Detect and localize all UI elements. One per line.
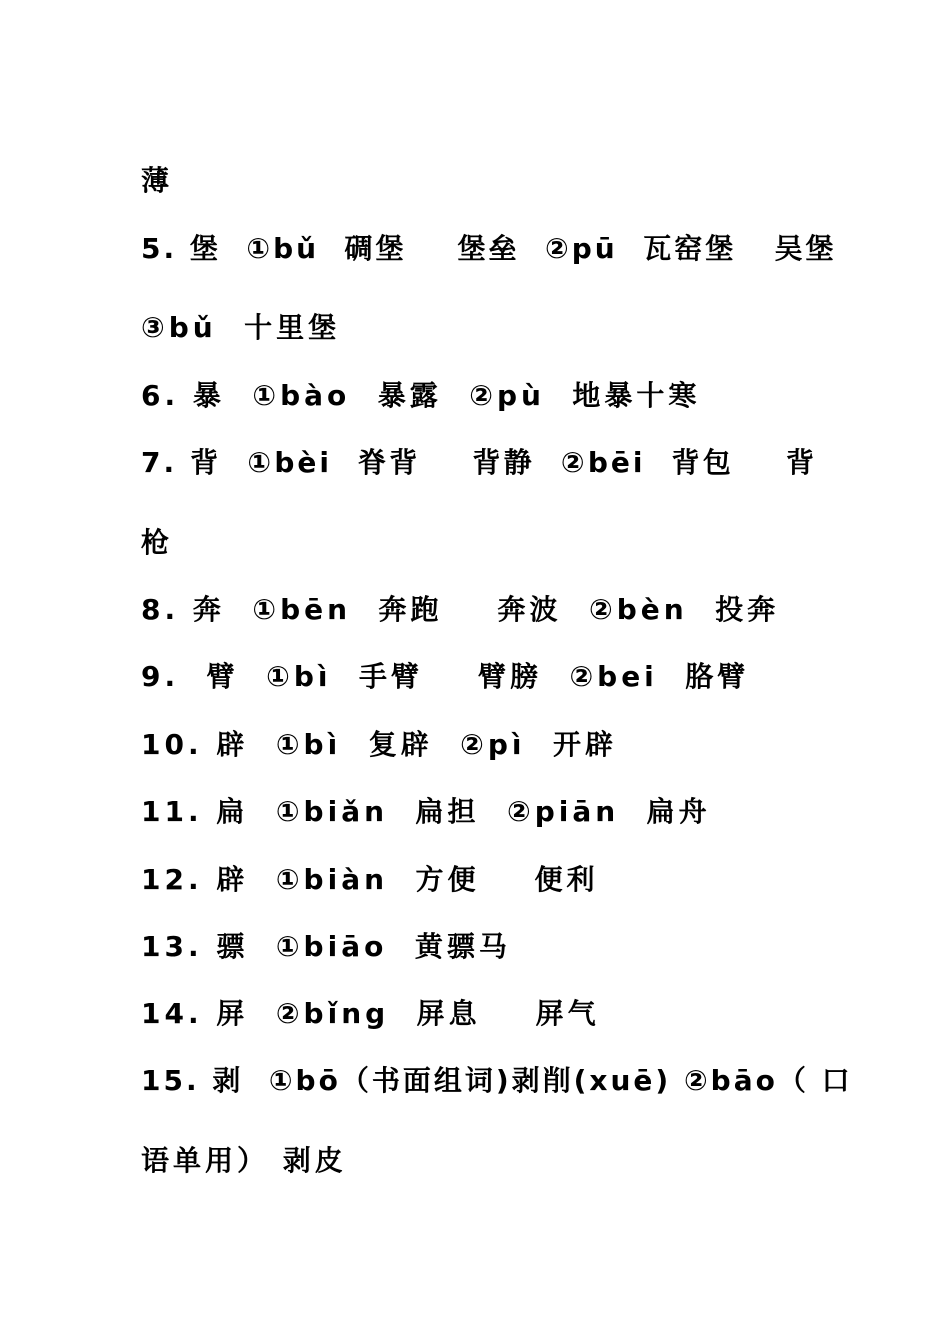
text-line-4: 6. 暴 ①bào 暴露 ②pù 地暴十寒 xyxy=(141,379,701,412)
text-line-3: ③bǔ 十里堡 xyxy=(141,311,341,344)
text-line-8: 9. 臂 ①bì 手臂 臂膀 ②bei 胳臂 xyxy=(141,660,750,693)
text-line-11: 12. 辟 ①biàn 方便 便利 xyxy=(141,863,599,896)
text-line-13: 14. 屏 ②bǐng 屏息 屏气 xyxy=(141,997,600,1030)
text-line-5: 7. 背 ①bèi 脊背 背静 ②bēi 背包 背 xyxy=(141,446,817,479)
text-line-7: 8. 奔 ①bēn 奔跑 奔波 ②bèn 投奔 xyxy=(141,593,780,626)
text-line-15: 语单用） 剥皮 xyxy=(141,1144,347,1177)
text-line-14: 15. 剥 ①bō（书面组词)剥削(xuē) ②bāo（ 口 xyxy=(141,1064,853,1097)
text-line-12: 13. 骠 ①biāo 黄骠马 xyxy=(141,930,511,963)
text-line-1: 薄 xyxy=(141,164,174,197)
text-line-9: 10. 辟 ①bì 复辟 ②pì 开辟 xyxy=(141,728,618,761)
text-line-6: 枪 xyxy=(141,526,174,559)
text-line-10: 11. 扁 ①biǎn 扁担 ②piān 扁舟 xyxy=(141,795,711,828)
text-line-2: 5. 堡 ①bǔ 碉堡 堡垒 ②pū 瓦窑堡 吴堡 xyxy=(141,232,837,265)
